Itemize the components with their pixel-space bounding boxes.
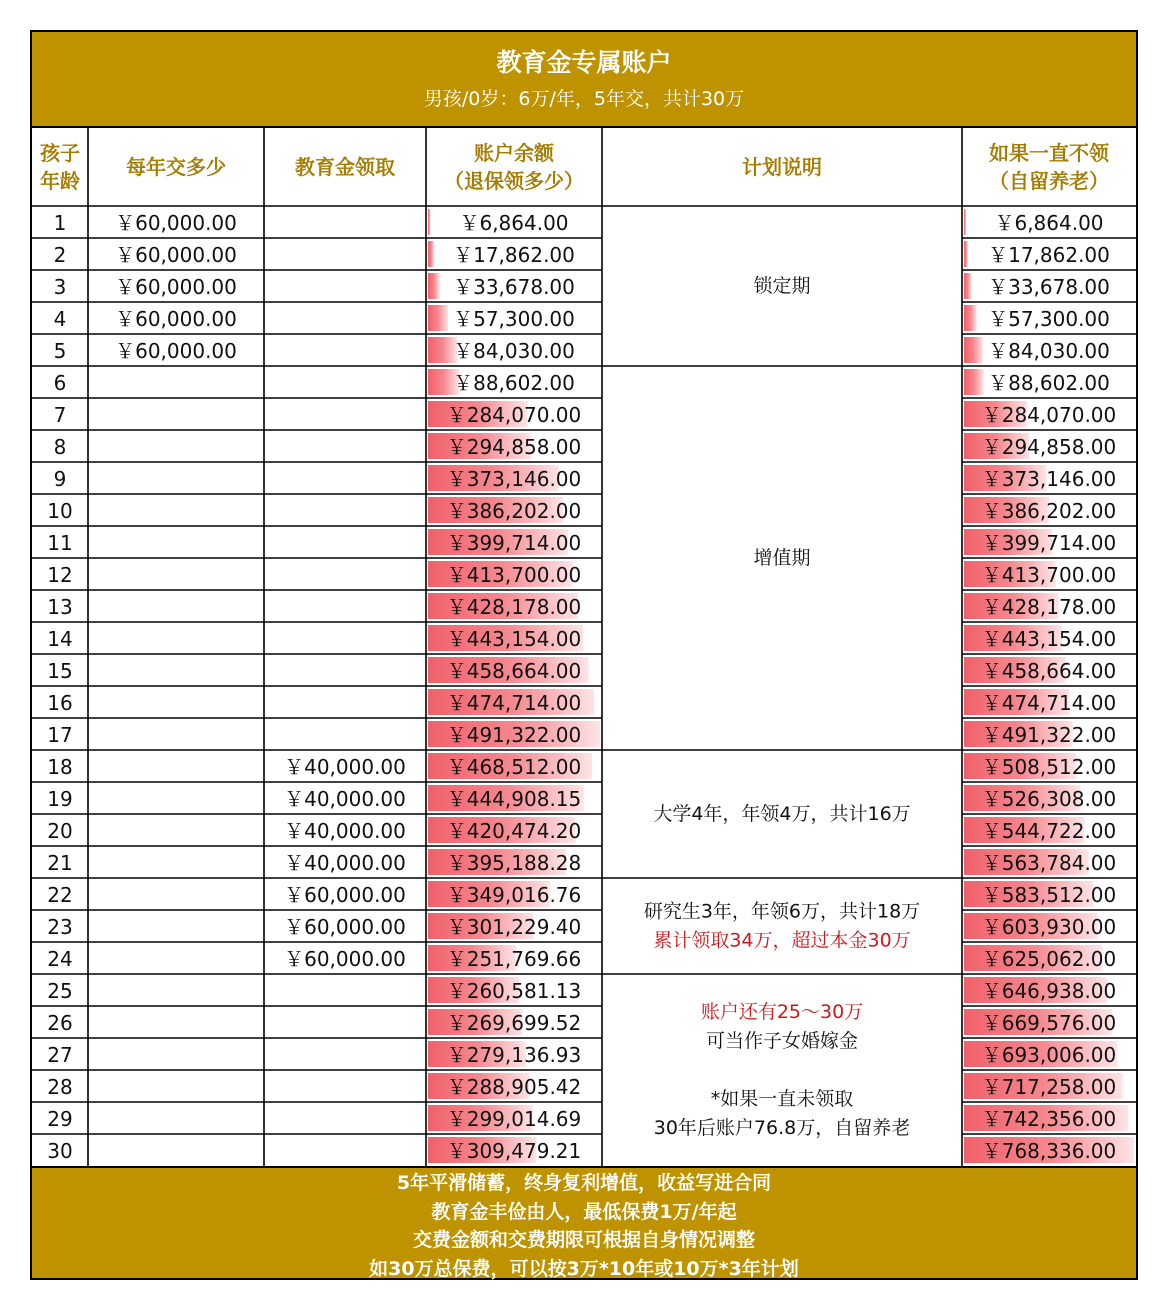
balance-cell: ￥6,864.00 bbox=[459, 211, 569, 235]
age-cell: 11 bbox=[47, 531, 73, 555]
balance-cell: ￥57,300.00 bbox=[453, 307, 575, 331]
balance-cell: ￥413,700.00 bbox=[446, 563, 582, 587]
plan-note: *如果一直未领取 bbox=[710, 1088, 854, 1110]
no-withdraw-cell: ￥491,322.00 bbox=[981, 723, 1117, 747]
age-cell: 5 bbox=[53, 339, 67, 363]
balance-cell: ￥260,581.13 bbox=[446, 979, 582, 1003]
age-cell: 3 bbox=[53, 275, 67, 299]
header-no_withdraw: （自留养老） bbox=[989, 169, 1109, 193]
no-withdraw-cell: ￥443,154.00 bbox=[981, 627, 1117, 651]
balance-cell: ￥301,229.40 bbox=[446, 915, 582, 939]
balance-cell: ￥395,188.28 bbox=[446, 851, 582, 875]
age-cell: 26 bbox=[47, 1011, 73, 1035]
age-cell: 20 bbox=[47, 819, 73, 843]
header-withdraw: 教育金领取 bbox=[295, 155, 395, 179]
no-withdraw-bar bbox=[964, 305, 977, 331]
balance-cell: ￥491,322.00 bbox=[446, 723, 582, 747]
age-cell: 23 bbox=[47, 915, 73, 939]
age-cell: 25 bbox=[47, 979, 73, 1003]
header-balance: （退保领多少） bbox=[444, 169, 584, 193]
premium-cell: ￥60,000.00 bbox=[115, 307, 237, 331]
withdraw-cell: ￥40,000.00 bbox=[284, 787, 406, 811]
age-cell: 30 bbox=[47, 1139, 73, 1163]
premium-cell: ￥60,000.00 bbox=[115, 211, 237, 235]
balance-cell: ￥279,136.93 bbox=[446, 1043, 582, 1067]
no-withdraw-cell: ￥458,664.00 bbox=[981, 659, 1117, 683]
balance-cell: ￥444,908.15 bbox=[446, 787, 582, 811]
footer-line-2: 教育金丰俭由人，最低保费1万/年起 bbox=[431, 1200, 737, 1223]
age-cell: 29 bbox=[47, 1107, 73, 1131]
education-account-sheet bbox=[30, 30, 1138, 1280]
age-cell: 2 bbox=[53, 243, 67, 267]
balance-bar bbox=[428, 305, 448, 331]
no-withdraw-bar bbox=[964, 209, 966, 235]
no-withdraw-bar bbox=[964, 369, 984, 395]
header-balance: 账户余额 bbox=[474, 141, 554, 165]
balance-cell: ￥349,016.76 bbox=[446, 883, 582, 907]
sheet-title: 教育金专属账户 bbox=[496, 48, 672, 77]
no-withdraw-cell: ￥413,700.00 bbox=[981, 563, 1117, 587]
sheet-subtitle: 男孩/0岁：6万/年，5年交，共计30万 bbox=[423, 88, 745, 110]
data-table bbox=[32, 128, 1136, 1166]
balance-cell: ￥428,178.00 bbox=[446, 595, 582, 619]
age-cell: 12 bbox=[47, 563, 73, 587]
age-cell: 16 bbox=[47, 691, 73, 715]
age-cell: 22 bbox=[47, 883, 73, 907]
plan-note: 大学4年，年领4万，共计16万 bbox=[653, 803, 911, 825]
no-withdraw-cell: ￥428,178.00 bbox=[981, 595, 1117, 619]
age-cell: 10 bbox=[47, 499, 73, 523]
balance-cell: ￥309,479.21 bbox=[446, 1139, 582, 1163]
header-plan: 计划说明 bbox=[742, 155, 822, 179]
age-cell: 6 bbox=[53, 371, 67, 395]
no-withdraw-bar bbox=[964, 337, 983, 363]
age-cell: 27 bbox=[47, 1043, 73, 1067]
age-cell: 9 bbox=[53, 467, 67, 491]
no-withdraw-cell: ￥474,714.00 bbox=[981, 691, 1117, 715]
footer-line-3: 交费金额和交费期限可根据自身情况调整 bbox=[412, 1229, 755, 1251]
no-withdraw-cell: ￥399,714.00 bbox=[981, 531, 1117, 555]
withdraw-cell: ￥60,000.00 bbox=[284, 883, 406, 907]
table-text bbox=[40, 141, 1116, 1163]
no-withdraw-bar bbox=[964, 241, 968, 267]
no-withdraw-cell: ￥583,512.00 bbox=[981, 883, 1117, 907]
balance-cell: ￥399,714.00 bbox=[446, 531, 582, 555]
no-withdraw-cell: ￥386,202.00 bbox=[981, 499, 1117, 523]
balance-cell: ￥84,030.00 bbox=[453, 339, 575, 363]
no-withdraw-cell: ￥563,784.00 bbox=[981, 851, 1117, 875]
no-withdraw-cell: ￥544,722.00 bbox=[981, 819, 1117, 843]
age-cell: 24 bbox=[47, 947, 73, 971]
header-age: 年龄 bbox=[40, 169, 80, 193]
header-premium: 每年交多少 bbox=[126, 155, 226, 179]
age-cell: 4 bbox=[53, 307, 67, 331]
withdraw-cell: ￥60,000.00 bbox=[284, 915, 406, 939]
premium-cell: ￥60,000.00 bbox=[115, 243, 237, 267]
balance-cell: ￥373,146.00 bbox=[446, 467, 582, 491]
balance-cell: ￥251,769.66 bbox=[446, 947, 582, 971]
sheet-footer bbox=[32, 1166, 1136, 1278]
header-no_withdraw: 如果一直不领 bbox=[989, 141, 1109, 165]
balance-cell: ￥294,858.00 bbox=[446, 435, 582, 459]
sheet-header bbox=[32, 32, 1136, 128]
balance-cell: ￥443,154.00 bbox=[446, 627, 582, 651]
no-withdraw-cell: ￥373,146.00 bbox=[981, 467, 1117, 491]
no-withdraw-cell: ￥17,862.00 bbox=[988, 243, 1110, 267]
premium-cell: ￥60,000.00 bbox=[115, 339, 237, 363]
balance-bar bbox=[428, 273, 440, 299]
age-cell: 28 bbox=[47, 1075, 73, 1099]
balance-cell: ￥269,699.52 bbox=[446, 1011, 582, 1035]
balance-cell: ￥284,070.00 bbox=[446, 403, 582, 427]
no-withdraw-cell: ￥742,356.00 bbox=[981, 1107, 1117, 1131]
no-withdraw-cell: ￥284,070.00 bbox=[981, 403, 1117, 427]
no-withdraw-cell: ￥717,258.00 bbox=[981, 1075, 1117, 1099]
no-withdraw-cell: ￥603,930.00 bbox=[981, 915, 1117, 939]
no-withdraw-cell: ￥84,030.00 bbox=[988, 339, 1110, 363]
plan-note: 可当作子女婚嫁金 bbox=[705, 1030, 859, 1052]
footer-line-1: 5年平滑储蓄，终身复利增值，收益写进合同 bbox=[396, 1172, 772, 1194]
plan-note: 增值期 bbox=[753, 547, 811, 569]
plan-note: 30年后账户76.8万，自留养老 bbox=[653, 1117, 911, 1139]
age-cell: 17 bbox=[47, 723, 73, 747]
balance-cell: ￥474,714.00 bbox=[446, 691, 582, 715]
age-cell: 19 bbox=[47, 787, 73, 811]
balance-cell: ￥288,905.42 bbox=[446, 1075, 582, 1099]
age-cell: 15 bbox=[47, 659, 73, 683]
withdraw-cell: ￥40,000.00 bbox=[284, 851, 406, 875]
premium-cell: ￥60,000.00 bbox=[115, 275, 237, 299]
withdraw-cell: ￥40,000.00 bbox=[284, 819, 406, 843]
no-withdraw-bar bbox=[964, 273, 971, 299]
withdraw-cell: ￥60,000.00 bbox=[284, 947, 406, 971]
age-cell: 1 bbox=[53, 211, 67, 235]
no-withdraw-cell: ￥508,512.00 bbox=[981, 755, 1117, 779]
age-cell: 21 bbox=[47, 851, 73, 875]
plan-note: 累计领取34万，超过本金30万 bbox=[653, 929, 911, 952]
plan-note: 锁定期 bbox=[753, 275, 811, 297]
no-withdraw-cell: ￥294,858.00 bbox=[981, 435, 1117, 459]
plan-note: 研究生3年，年领6万，共计18万 bbox=[643, 900, 921, 923]
balance-cell: ￥420,474.20 bbox=[446, 819, 582, 843]
no-withdraw-cell: ￥526,308.00 bbox=[981, 787, 1117, 811]
balance-cell: ￥33,678.00 bbox=[453, 275, 575, 299]
no-withdraw-cell: ￥57,300.00 bbox=[988, 307, 1110, 331]
no-withdraw-cell: ￥88,602.00 bbox=[988, 371, 1110, 395]
age-cell: 7 bbox=[53, 403, 67, 427]
age-cell: 13 bbox=[47, 595, 73, 619]
balance-bar bbox=[428, 241, 434, 267]
balance-cell: ￥468,512.00 bbox=[446, 755, 582, 779]
no-withdraw-cell: ￥646,938.00 bbox=[981, 979, 1117, 1003]
age-cell: 8 bbox=[53, 435, 67, 459]
no-withdraw-cell: ￥6,864.00 bbox=[994, 211, 1104, 235]
balance-cell: ￥299,014.69 bbox=[446, 1107, 582, 1131]
balance-cell: ￥386,202.00 bbox=[446, 499, 582, 523]
no-withdraw-cell: ￥33,678.00 bbox=[988, 275, 1110, 299]
no-withdraw-cell: ￥693,006.00 bbox=[981, 1043, 1117, 1067]
no-withdraw-cell: ￥768,336.00 bbox=[981, 1139, 1117, 1163]
no-withdraw-cell: ￥625,062.00 bbox=[981, 947, 1117, 971]
withdraw-cell: ￥40,000.00 bbox=[284, 755, 406, 779]
age-cell: 14 bbox=[47, 627, 73, 651]
balance-cell: ￥17,862.00 bbox=[453, 243, 575, 267]
no-withdraw-cell: ￥669,576.00 bbox=[981, 1011, 1117, 1035]
header-age: 孩子 bbox=[40, 141, 80, 165]
balance-bar bbox=[428, 209, 430, 235]
plan-note: 账户还有25～30万 bbox=[700, 1001, 864, 1023]
footer-line-4: 如30万总保费，可以按3万*10年或10万*3年计划 bbox=[369, 1257, 799, 1280]
balance-cell: ￥458,664.00 bbox=[446, 659, 582, 683]
age-cell: 18 bbox=[47, 755, 73, 779]
balance-cell: ￥88,602.00 bbox=[453, 371, 575, 395]
